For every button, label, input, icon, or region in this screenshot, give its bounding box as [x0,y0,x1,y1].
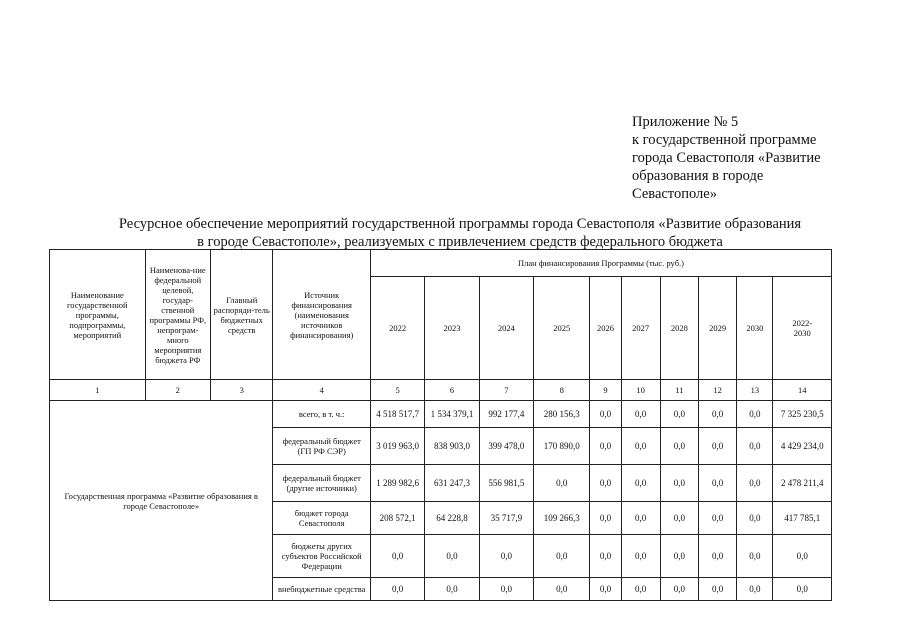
appendix-block [632,113,892,203]
value-cell: 109 266,3 [534,502,590,535]
value-cell: 0,0 [699,535,737,578]
value-cell: 0,0 [621,578,660,601]
header-federal-program: Наименова-ние федеральной целевой, государ-ственной программы РФ, непрограм-много мероприятия бюджета РФ [145,250,210,380]
value-cell: 4 429 234,0 [773,428,832,465]
value-cell: 0,0 [590,535,621,578]
value-cell: 0,0 [371,578,425,601]
column-number: 13 [737,380,773,401]
value-cell: 838 903,0 [425,428,479,465]
column-number-row [50,380,832,401]
header-year: 2022- 2030 [773,277,832,380]
value-cell: 2 478 211,4 [773,465,832,502]
appendix-line: Севастополе» [632,186,717,202]
header-year: 2025 [534,277,590,380]
value-cell: 0,0 [534,578,590,601]
column-number: 14 [773,380,832,401]
value-cell: 0,0 [737,502,773,535]
value-cell: 0,0 [699,401,737,428]
column-number: 5 [371,380,425,401]
header-year: 2027 [621,277,660,380]
value-cell: 0,0 [660,401,698,428]
header-year: 2029 [699,277,737,380]
value-cell: 0,0 [699,502,737,535]
value-cell: 208 572,1 [371,502,425,535]
column-number: 10 [621,380,660,401]
appendix-line: Приложение № 5 [632,114,739,130]
funding-source-cell: всего, в т. ч.: [273,401,371,428]
value-cell: 0,0 [590,401,621,428]
value-cell: 280 156,3 [534,401,590,428]
column-number: 8 [534,380,590,401]
value-cell: 992 177,4 [479,401,533,428]
value-cell: 0,0 [737,465,773,502]
value-cell: 0,0 [479,535,533,578]
value-cell: 0,0 [621,428,660,465]
value-cell: 0,0 [699,428,737,465]
column-number: 4 [273,380,371,401]
value-cell: 417 785,1 [773,502,832,535]
value-cell: 0,0 [660,578,698,601]
value-cell: 399 478,0 [479,428,533,465]
value-cell: 35 717,9 [479,502,533,535]
appendix-line: города Севастополя «Развитие [632,150,821,166]
column-number: 12 [699,380,737,401]
value-cell: 0,0 [621,502,660,535]
funding-source-cell: федеральный бюджет (ГП РФ СЭР) [273,428,371,465]
value-cell: 0,0 [737,535,773,578]
program-name-cell: Государственная программа «Развитие образования в городе Севастополе» [50,401,273,601]
funding-source-cell: внебюджетные средства [273,578,371,601]
header-year: 2028 [660,277,698,380]
value-cell: 0,0 [590,578,621,601]
value-cell: 0,0 [699,578,737,601]
column-number: 1 [50,380,146,401]
value-cell: 0,0 [425,578,479,601]
header-name: Наименование государственной программы, подпрограммы, мероприятий [50,250,146,380]
column-number: 2 [145,380,210,401]
header-manager: Главный распоряди-тель бюджетных средств [211,250,273,380]
value-cell: 0,0 [590,428,621,465]
table-row [50,401,832,428]
value-cell: 1 534 379,1 [425,401,479,428]
value-cell: 556 981,5 [479,465,533,502]
value-cell: 0,0 [737,578,773,601]
value-cell: 0,0 [590,465,621,502]
value-cell: 0,0 [660,502,698,535]
value-cell: 0,0 [737,428,773,465]
column-number: 9 [590,380,621,401]
document-title [60,215,860,251]
value-cell: 0,0 [737,401,773,428]
value-cell: 0,0 [773,535,832,578]
value-cell: 0,0 [699,465,737,502]
funding-source-cell: федеральный бюджет (другие источники) [273,465,371,502]
value-cell: 0,0 [534,535,590,578]
value-cell: 0,0 [660,535,698,578]
value-cell: 0,0 [621,401,660,428]
document-title-line: в городе Севастополе», реализуемых с привлечением средств федерального бюджета [197,234,723,250]
value-cell: 7 325 230,5 [773,401,832,428]
value-cell: 64 228,8 [425,502,479,535]
value-cell: 0,0 [621,535,660,578]
header-plan: План финансирования Программы (тыс. руб.) [371,250,832,277]
funding-source-cell: бюджет города Севастополя [273,502,371,535]
header-year: 2022 [371,277,425,380]
appendix-line: образования в городе [632,168,764,184]
header-year: 2023 [425,277,479,380]
value-cell: 1 289 982,6 [371,465,425,502]
value-cell: 0,0 [660,465,698,502]
value-cell: 631 247,3 [425,465,479,502]
appendix-line: к государственной программе [632,132,817,148]
value-cell: 0,0 [425,535,479,578]
header-year: 2024 [479,277,533,380]
funding-source-cell: бюджеты других субъектов Российской Федерации [273,535,371,578]
value-cell: 170 890,0 [534,428,590,465]
column-number: 6 [425,380,479,401]
column-number: 11 [660,380,698,401]
value-cell: 0,0 [371,535,425,578]
value-cell: 0,0 [534,465,590,502]
header-year: 2026 [590,277,621,380]
financing-table [49,249,832,601]
column-number: 7 [479,380,533,401]
header-row [50,250,832,277]
value-cell: 0,0 [660,428,698,465]
value-cell: 3 019 963,0 [371,428,425,465]
column-number: 3 [211,380,273,401]
header-source: Источник финансирования (наименования источников финансирования) [273,250,371,380]
value-cell: 0,0 [590,502,621,535]
value-cell: 4 518 517,7 [371,401,425,428]
header-year: 2030 [737,277,773,380]
value-cell: 0,0 [773,578,832,601]
value-cell: 0,0 [621,465,660,502]
value-cell: 0,0 [479,578,533,601]
document-title-line: Ресурсное обеспечение мероприятий государственной программы города Севастополя «Развитие образования [118,216,802,232]
